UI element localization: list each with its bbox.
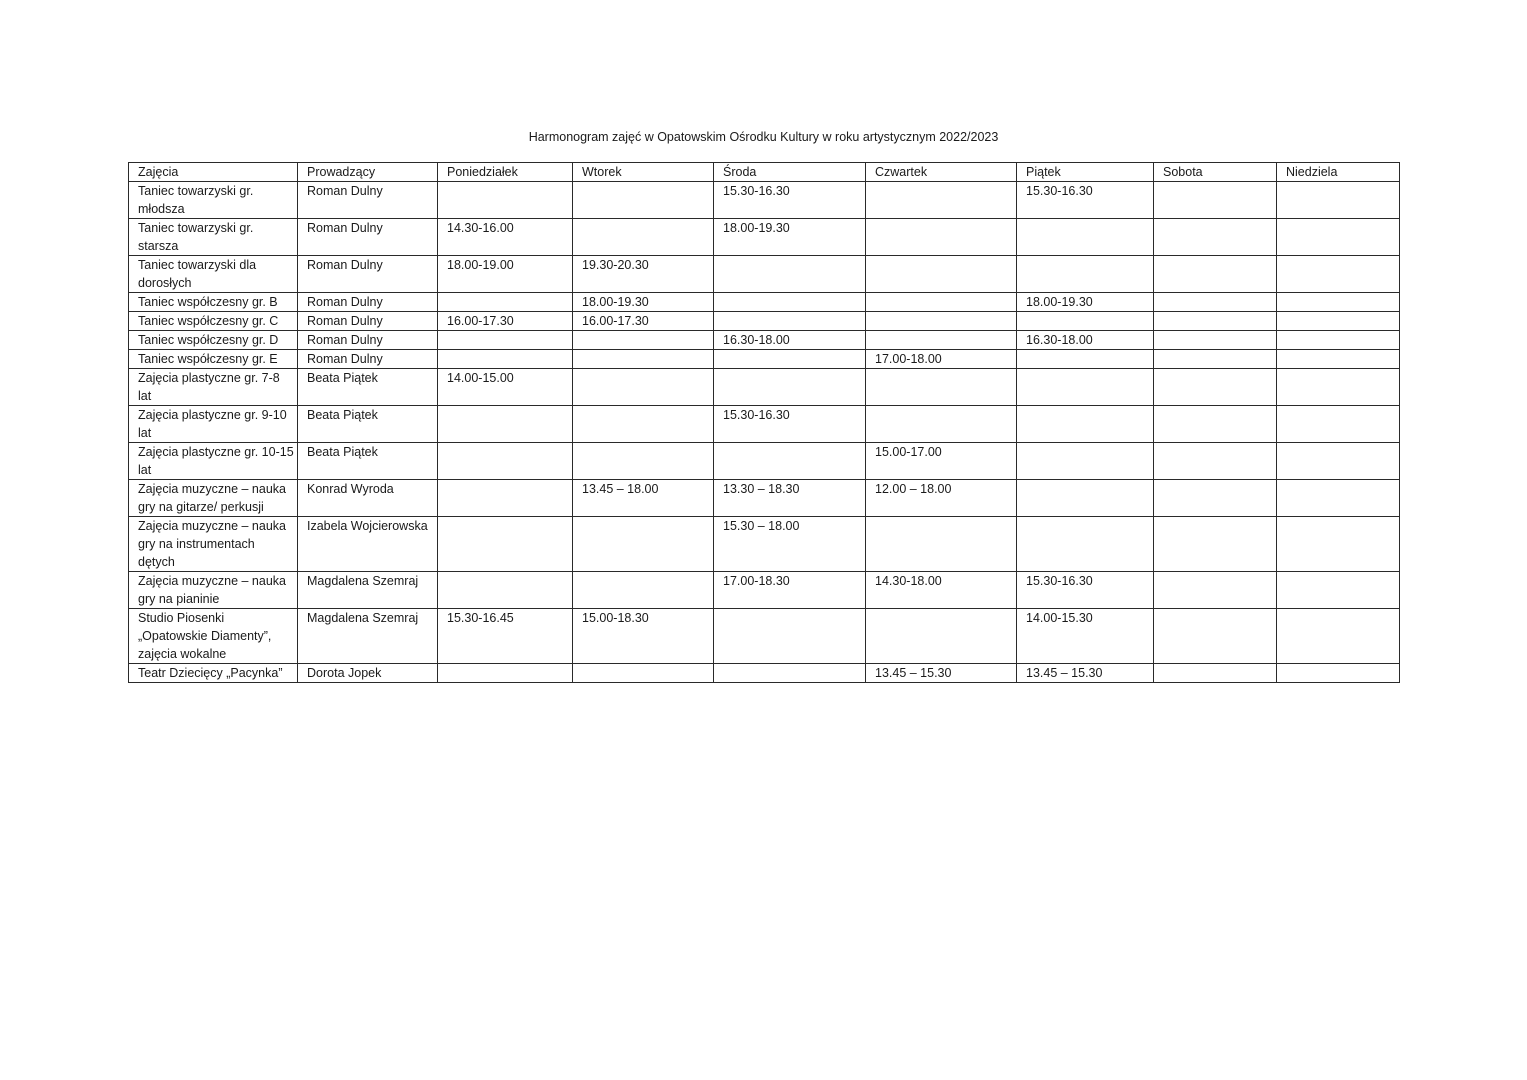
table-row <box>129 256 1400 293</box>
cell-monday <box>438 664 573 683</box>
cell-wednesday <box>714 293 866 312</box>
cell-monday: 16.00-17.30 <box>438 312 573 331</box>
cell-sunday <box>1277 331 1400 350</box>
cell-wednesday: 15.30-16.30 <box>714 182 866 219</box>
cell-wednesday: 18.00-19.30 <box>714 219 866 256</box>
cell-sunday <box>1277 572 1400 609</box>
cell-friday <box>1017 219 1154 256</box>
cell-instructor: Izabela Wojcierowska <box>298 517 438 572</box>
table-row <box>129 406 1400 443</box>
cell-monday <box>438 480 573 517</box>
cell-sunday <box>1277 293 1400 312</box>
cell-monday <box>438 517 573 572</box>
cell-friday: 18.00-19.30 <box>1017 293 1154 312</box>
cell-saturday <box>1154 312 1277 331</box>
cell-tuesday <box>573 517 714 572</box>
cell-tuesday <box>573 406 714 443</box>
cell-monday <box>438 443 573 480</box>
cell-friday <box>1017 517 1154 572</box>
cell-friday <box>1017 406 1154 443</box>
cell-monday: 14.00-15.00 <box>438 369 573 406</box>
header-activity: Zajęcia <box>129 163 298 182</box>
header-saturday: Sobota <box>1154 163 1277 182</box>
cell-activity: Zajęcia plastyczne gr. 10-15 lat <box>129 443 298 480</box>
cell-monday <box>438 293 573 312</box>
cell-tuesday <box>573 664 714 683</box>
cell-activity: Taniec współczesny gr. D <box>129 331 298 350</box>
table-row <box>129 293 1400 312</box>
header-wednesday: Środa <box>714 163 866 182</box>
header-friday: Piątek <box>1017 163 1154 182</box>
cell-tuesday <box>573 350 714 369</box>
cell-thursday <box>866 182 1017 219</box>
cell-tuesday <box>573 572 714 609</box>
cell-thursday <box>866 369 1017 406</box>
cell-activity: Studio Piosenki „Opatowskie Diamenty”, zajęcia wokalne <box>129 609 298 664</box>
cell-saturday <box>1154 572 1277 609</box>
cell-wednesday <box>714 312 866 331</box>
header-sunday: Niedziela <box>1277 163 1400 182</box>
cell-tuesday: 16.00-17.30 <box>573 312 714 331</box>
cell-wednesday: 15.30-16.30 <box>714 406 866 443</box>
cell-instructor: Konrad Wyroda <box>298 480 438 517</box>
cell-friday: 14.00-15.30 <box>1017 609 1154 664</box>
cell-friday <box>1017 312 1154 331</box>
cell-instructor: Roman Dulny <box>298 350 438 369</box>
table-row <box>129 331 1400 350</box>
cell-instructor: Roman Dulny <box>298 312 438 331</box>
cell-wednesday <box>714 609 866 664</box>
cell-activity: Zajęcia plastyczne gr. 9-10 lat <box>129 406 298 443</box>
table-row <box>129 517 1400 572</box>
cell-monday: 18.00-19.00 <box>438 256 573 293</box>
cell-wednesday: 13.30 – 18.30 <box>714 480 866 517</box>
cell-activity: Zajęcia muzyczne – nauka gry na pianinie <box>129 572 298 609</box>
cell-friday <box>1017 369 1154 406</box>
table-header-row <box>129 163 1400 182</box>
cell-thursday <box>866 517 1017 572</box>
cell-sunday <box>1277 443 1400 480</box>
cell-friday <box>1017 256 1154 293</box>
cell-wednesday <box>714 369 866 406</box>
table-row <box>129 182 1400 219</box>
header-tuesday: Wtorek <box>573 163 714 182</box>
cell-sunday <box>1277 517 1400 572</box>
page-title: Harmonogram zajęć w Opatowskim Ośrodku Kultury w roku artystycznym 2022/2023 <box>528 130 999 144</box>
cell-saturday <box>1154 369 1277 406</box>
cell-activity: Taniec towarzyski gr. starsza <box>129 219 298 256</box>
cell-instructor: Dorota Jopek <box>298 664 438 683</box>
cell-activity: Zajęcia plastyczne gr. 7-8 lat <box>129 369 298 406</box>
cell-thursday: 15.00-17.00 <box>866 443 1017 480</box>
table-row <box>129 219 1400 256</box>
cell-instructor: Magdalena Szemraj <box>298 572 438 609</box>
cell-friday: 15.30-16.30 <box>1017 572 1154 609</box>
cell-friday <box>1017 480 1154 517</box>
cell-sunday <box>1277 406 1400 443</box>
cell-wednesday <box>714 664 866 683</box>
table-row <box>129 609 1400 664</box>
cell-saturday <box>1154 219 1277 256</box>
cell-sunday <box>1277 369 1400 406</box>
cell-tuesday <box>573 443 714 480</box>
cell-instructor: Roman Dulny <box>298 293 438 312</box>
schedule-table <box>128 162 1400 683</box>
cell-sunday <box>1277 480 1400 517</box>
cell-monday <box>438 331 573 350</box>
cell-sunday <box>1277 256 1400 293</box>
cell-thursday <box>866 331 1017 350</box>
cell-wednesday <box>714 443 866 480</box>
table-row <box>129 369 1400 406</box>
cell-wednesday: 16.30-18.00 <box>714 331 866 350</box>
cell-activity: Zajęcia muzyczne – nauka gry na instrumentach dętych <box>129 517 298 572</box>
cell-instructor: Beata Piątek <box>298 443 438 480</box>
schedule-body <box>129 163 1400 683</box>
cell-thursday <box>866 256 1017 293</box>
cell-instructor: Roman Dulny <box>298 256 438 293</box>
cell-thursday: 13.45 – 15.30 <box>866 664 1017 683</box>
cell-sunday <box>1277 609 1400 664</box>
cell-wednesday: 15.30 – 18.00 <box>714 517 866 572</box>
cell-saturday <box>1154 331 1277 350</box>
cell-activity: Zajęcia muzyczne – nauka gry na gitarze/ perkusji <box>129 480 298 517</box>
cell-tuesday <box>573 369 714 406</box>
cell-monday <box>438 350 573 369</box>
table-row <box>129 572 1400 609</box>
cell-instructor: Magdalena Szemraj <box>298 609 438 664</box>
cell-tuesday: 15.00-18.30 <box>573 609 714 664</box>
cell-thursday <box>866 312 1017 331</box>
table-row <box>129 664 1400 683</box>
cell-sunday <box>1277 350 1400 369</box>
cell-activity: Taniec współczesny gr. C <box>129 312 298 331</box>
cell-saturday <box>1154 182 1277 219</box>
table-row <box>129 443 1400 480</box>
cell-saturday <box>1154 517 1277 572</box>
table-row <box>129 480 1400 517</box>
cell-tuesday: 13.45 – 18.00 <box>573 480 714 517</box>
cell-monday <box>438 572 573 609</box>
cell-saturday <box>1154 406 1277 443</box>
cell-thursday <box>866 293 1017 312</box>
cell-friday <box>1017 443 1154 480</box>
header-thursday: Czwartek <box>866 163 1017 182</box>
cell-thursday: 17.00-18.00 <box>866 350 1017 369</box>
cell-sunday <box>1277 182 1400 219</box>
cell-instructor: Roman Dulny <box>298 219 438 256</box>
cell-instructor: Roman Dulny <box>298 331 438 350</box>
header-instructor: Prowadzący <box>298 163 438 182</box>
cell-monday <box>438 406 573 443</box>
cell-wednesday: 17.00-18.30 <box>714 572 866 609</box>
cell-thursday <box>866 219 1017 256</box>
cell-saturday <box>1154 443 1277 480</box>
cell-activity: Teatr Dziecięcy „Pacynka” <box>129 664 298 683</box>
cell-sunday <box>1277 312 1400 331</box>
cell-friday: 13.45 – 15.30 <box>1017 664 1154 683</box>
cell-activity: Taniec współczesny gr. E <box>129 350 298 369</box>
cell-activity: Taniec towarzyski dla dorosłych <box>129 256 298 293</box>
cell-friday: 15.30-16.30 <box>1017 182 1154 219</box>
cell-tuesday <box>573 219 714 256</box>
cell-activity: Taniec towarzyski gr. młodsza <box>129 182 298 219</box>
cell-sunday <box>1277 219 1400 256</box>
cell-instructor: Beata Piątek <box>298 369 438 406</box>
cell-tuesday: 19.30-20.30 <box>573 256 714 293</box>
cell-tuesday: 18.00-19.30 <box>573 293 714 312</box>
cell-thursday <box>866 609 1017 664</box>
cell-activity: Taniec współczesny gr. B <box>129 293 298 312</box>
cell-tuesday <box>573 331 714 350</box>
cell-monday <box>438 182 573 219</box>
cell-saturday <box>1154 350 1277 369</box>
header-monday: Poniedziałek <box>438 163 573 182</box>
cell-instructor: Roman Dulny <box>298 182 438 219</box>
table-row <box>129 350 1400 369</box>
cell-friday: 16.30-18.00 <box>1017 331 1154 350</box>
cell-sunday <box>1277 664 1400 683</box>
cell-wednesday <box>714 256 866 293</box>
cell-thursday <box>866 406 1017 443</box>
cell-thursday: 12.00 – 18.00 <box>866 480 1017 517</box>
cell-thursday: 14.30-18.00 <box>866 572 1017 609</box>
cell-saturday <box>1154 293 1277 312</box>
cell-monday: 15.30-16.45 <box>438 609 573 664</box>
cell-saturday <box>1154 480 1277 517</box>
cell-instructor: Beata Piątek <box>298 406 438 443</box>
table-row <box>129 312 1400 331</box>
cell-friday <box>1017 350 1154 369</box>
cell-saturday <box>1154 256 1277 293</box>
cell-tuesday <box>573 182 714 219</box>
cell-saturday <box>1154 664 1277 683</box>
cell-saturday <box>1154 609 1277 664</box>
cell-monday: 14.30-16.00 <box>438 219 573 256</box>
cell-wednesday <box>714 350 866 369</box>
